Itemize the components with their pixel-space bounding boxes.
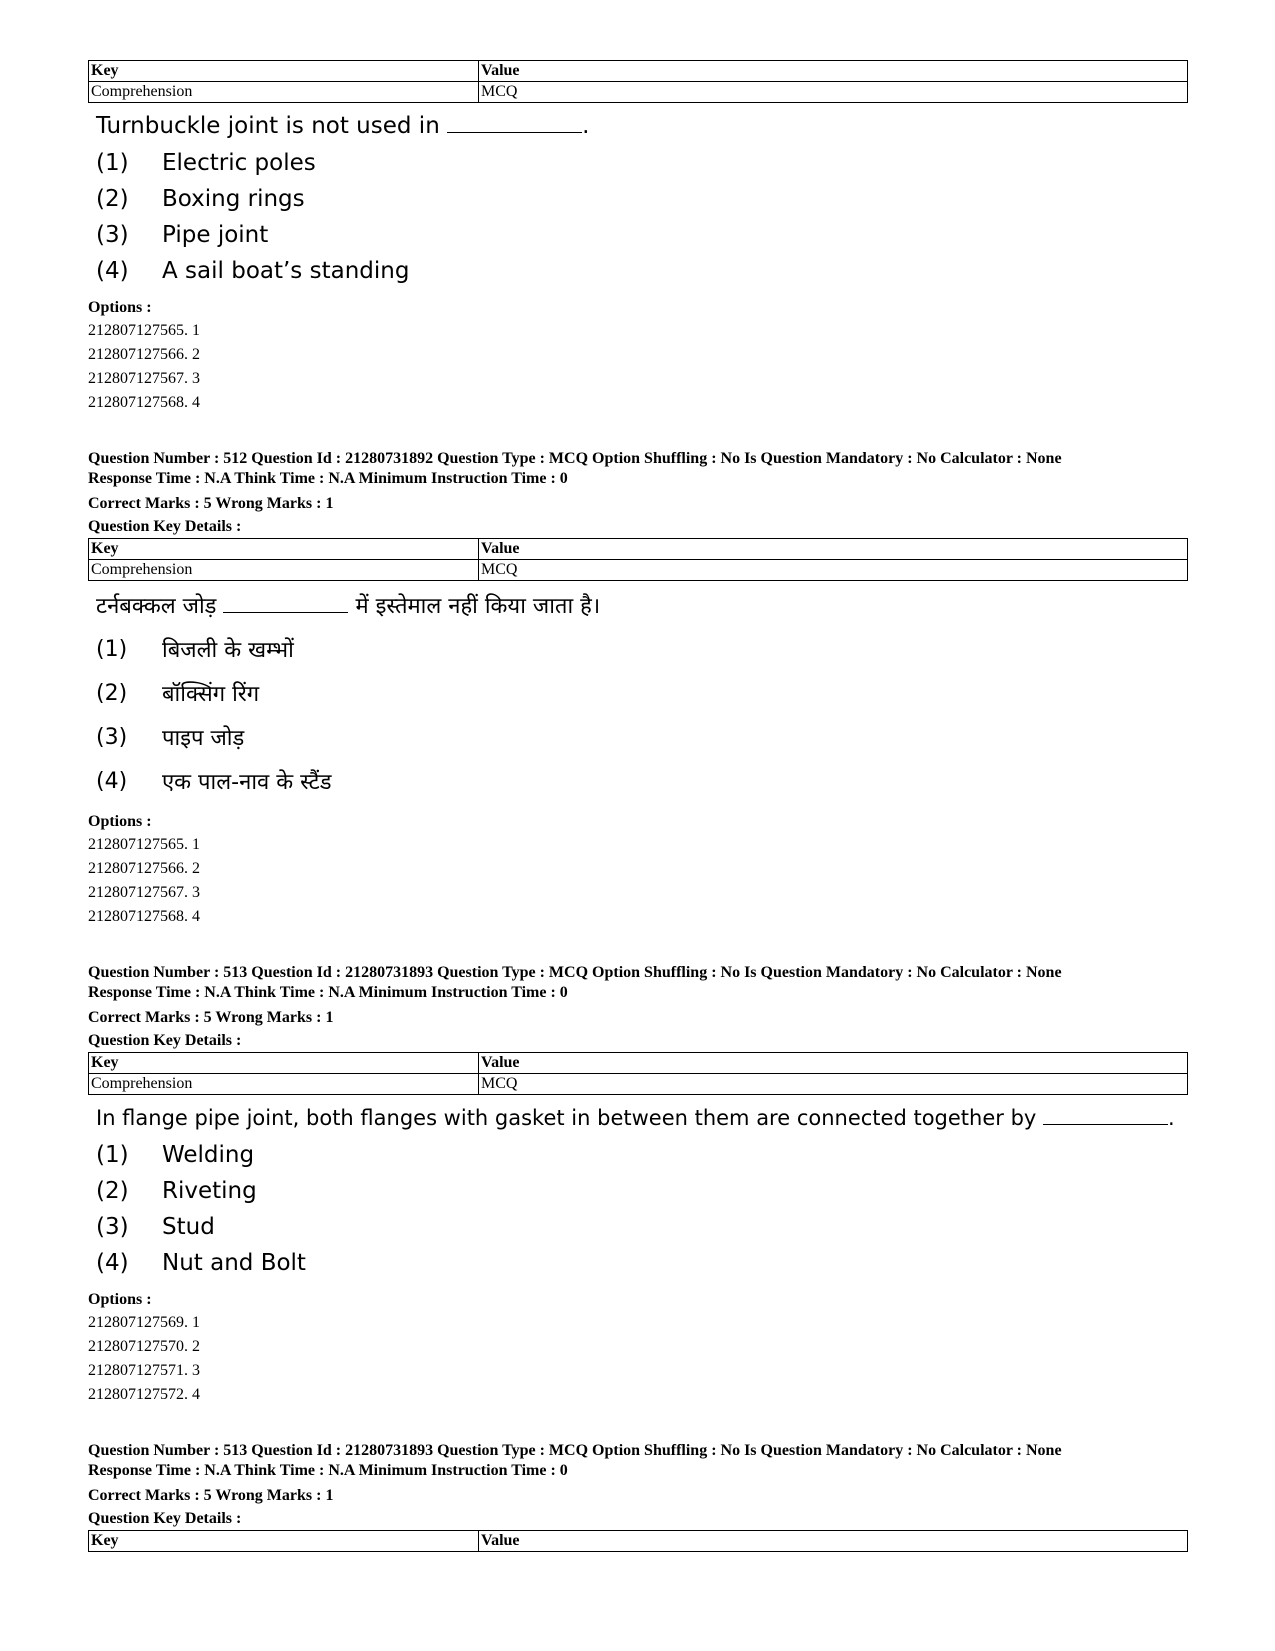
question-meta	[88, 963, 1188, 1003]
key-details-label: Question Key Details :	[88, 1510, 242, 1527]
question-meta	[88, 449, 1188, 489]
question-key-table	[88, 1052, 1188, 1095]
option-id: 212807127568. 4	[88, 394, 200, 411]
question-block-3	[88, 963, 1188, 1407]
answer-blank	[447, 112, 582, 133]
value-header: Value	[479, 1053, 1188, 1074]
question-meta-line: Question Number : 512 Question Id : 21280731892 Question Type : MCQ Option Shuffling : No Is Question Mandatory : No Calculator : None	[88, 450, 1062, 467]
options-title: Options :	[88, 299, 152, 316]
options-title: Options :	[88, 1291, 152, 1308]
answer-option: (3) Stud	[96, 1214, 215, 1240]
value-cell: MCQ	[479, 82, 1188, 103]
option-id: 212807127565. 1	[88, 322, 200, 339]
option-id: 212807127570. 2	[88, 1338, 200, 1355]
question-meta-line: Question Number : 513 Question Id : 21280731893 Question Type : MCQ Option Shuffling : No Is Question Mandatory : No Calculator : None	[88, 1442, 1062, 1459]
question-text: टर्नबक्कल जोड़ में इस्तेमाल नहीं किया जाता है।	[96, 594, 601, 619]
answer-option: (4) Nut and Bolt	[96, 1250, 306, 1276]
answer-option: (3) पाइप जोड़	[96, 724, 245, 751]
question-key-table	[88, 1530, 1188, 1552]
options-title: Options :	[88, 813, 152, 830]
key-cell: Comprehension	[89, 82, 479, 103]
answer-options	[88, 145, 1188, 289]
answer-option: (1) Welding	[96, 1142, 255, 1168]
answer-option: (4) एक पाल-नाव के स्टैंड	[96, 768, 332, 795]
question-meta	[88, 1441, 1188, 1481]
option-id: 212807127569. 1	[88, 1314, 200, 1331]
value-header: Value	[479, 539, 1188, 560]
question-block-4	[88, 1441, 1188, 1552]
answer-option: (2) Boxing rings	[96, 186, 305, 212]
answer-blank	[223, 592, 348, 613]
answer-option: (1) बिजली के खम्भों	[96, 636, 294, 663]
value-header: Value	[479, 61, 1188, 82]
exam-page	[88, 60, 1188, 1552]
option-id: 212807127568. 4	[88, 908, 200, 925]
answer-option: (2) Riveting	[96, 1178, 257, 1204]
key-header: Key	[89, 61, 479, 82]
option-id: 212807127571. 3	[88, 1362, 200, 1379]
key-header: Key	[89, 539, 479, 560]
question-meta-line: Question Number : 513 Question Id : 21280731893 Question Type : MCQ Option Shuffling : No Is Question Mandatory : No Calculator : None	[88, 964, 1062, 981]
answer-option: (3) Pipe joint	[96, 222, 269, 248]
question-text: In flange pipe joint, both flanges with gasket in between them are connected together by .	[96, 1106, 1175, 1130]
option-id: 212807127567. 3	[88, 884, 200, 901]
option-id: 212807127572. 4	[88, 1386, 200, 1403]
answer-options	[88, 1137, 1188, 1281]
answer-options	[88, 627, 1188, 803]
marks-line: Correct Marks : 5 Wrong Marks : 1	[88, 1487, 334, 1504]
option-id: 212807127566. 2	[88, 346, 200, 363]
question-meta-line: Response Time : N.A Think Time : N.A Minimum Instruction Time : 0	[88, 470, 568, 487]
option-id: 212807127565. 1	[88, 836, 200, 853]
key-header: Key	[89, 1531, 479, 1552]
option-id: 212807127566. 2	[88, 860, 200, 877]
key-cell: Comprehension	[89, 560, 479, 581]
question-meta-line: Response Time : N.A Think Time : N.A Minimum Instruction Time : 0	[88, 984, 568, 1001]
key-details-label: Question Key Details :	[88, 518, 242, 535]
value-cell: MCQ	[479, 560, 1188, 581]
question-meta-line: Response Time : N.A Think Time : N.A Minimum Instruction Time : 0	[88, 1462, 568, 1479]
value-header: Value	[479, 1531, 1188, 1552]
question-block-2	[88, 449, 1188, 929]
marks-line: Correct Marks : 5 Wrong Marks : 1	[88, 1009, 334, 1026]
question-text: Turnbuckle joint is not used in .	[96, 113, 590, 139]
answer-option: (1) Electric poles	[96, 150, 316, 176]
answer-option: (2) बॉक्सिंग रिंग	[96, 680, 260, 707]
key-header: Key	[89, 1053, 479, 1074]
question-key-table	[88, 60, 1188, 103]
question-block-1	[88, 60, 1188, 415]
option-id: 212807127567. 3	[88, 370, 200, 387]
answer-blank	[1043, 1104, 1168, 1125]
marks-line: Correct Marks : 5 Wrong Marks : 1	[88, 495, 334, 512]
question-key-table	[88, 538, 1188, 581]
answer-option: (4) A sail boat’s standing	[96, 258, 410, 284]
key-cell: Comprehension	[89, 1074, 479, 1095]
key-details-label: Question Key Details :	[88, 1032, 242, 1049]
value-cell: MCQ	[479, 1074, 1188, 1095]
